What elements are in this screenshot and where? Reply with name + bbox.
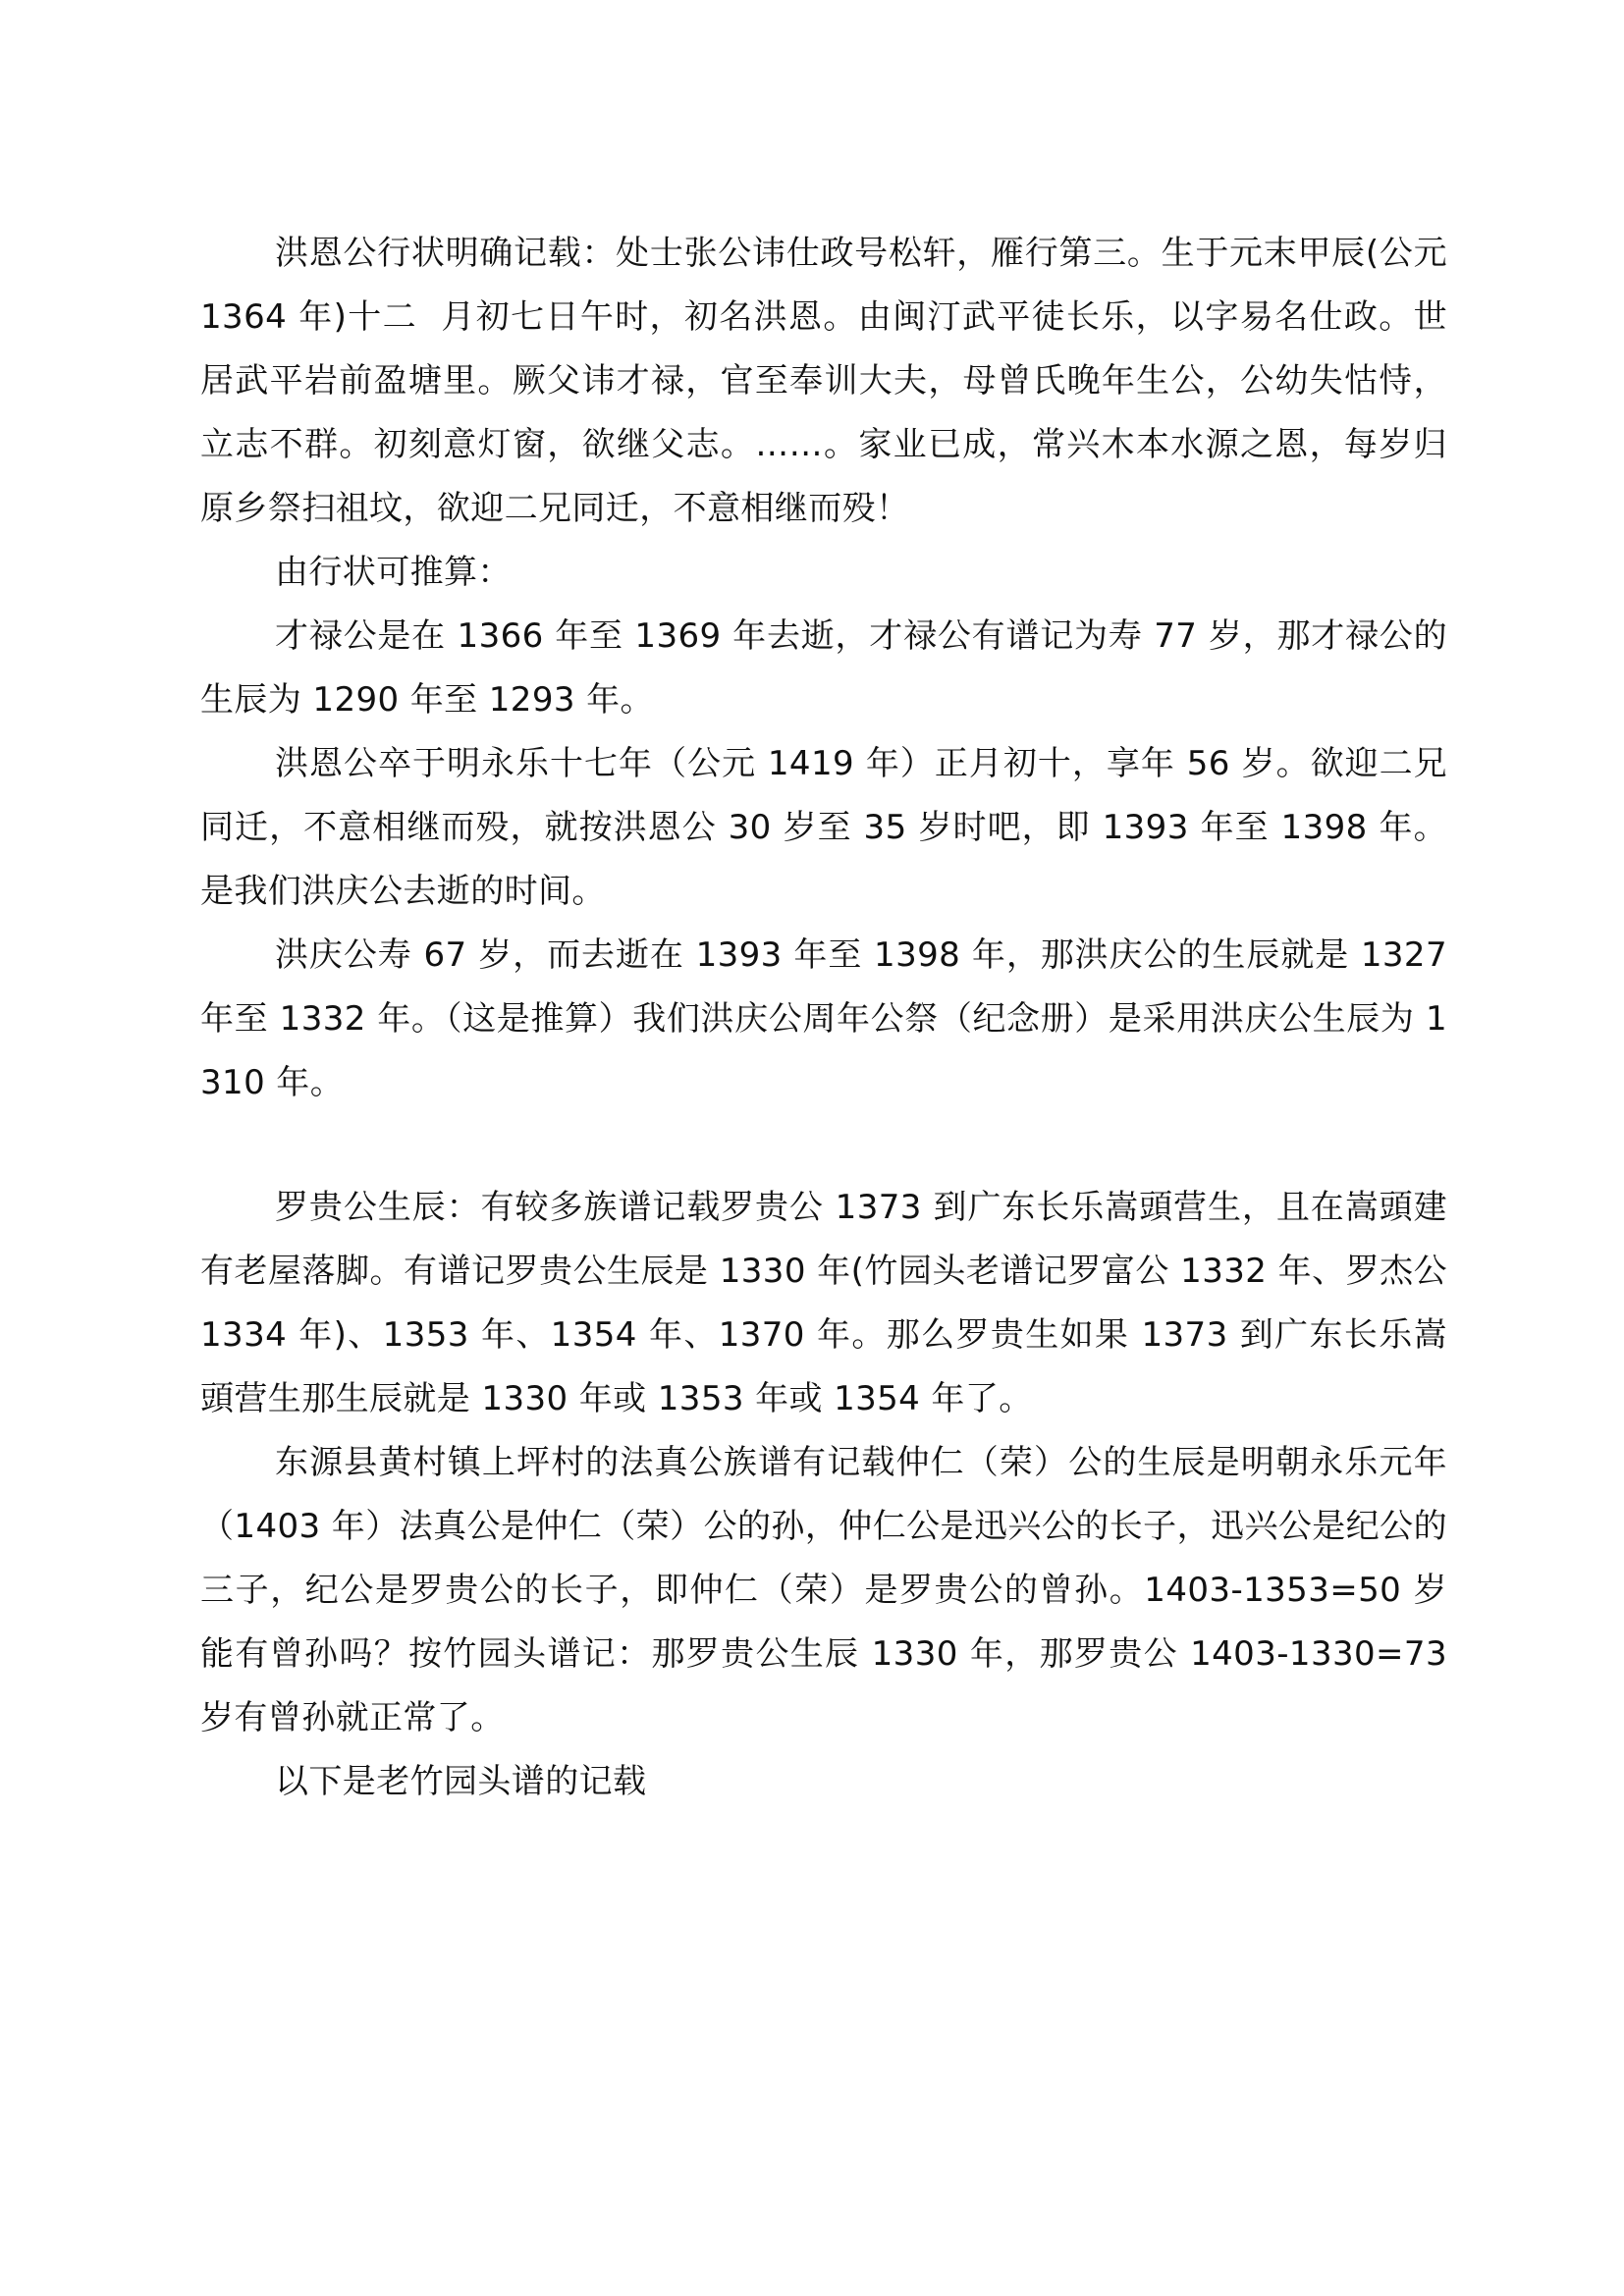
- paragraph-fazhen-genealogy: 东源县黄村镇上坪村的法真公族谱有记载仲仁（荣）公的生辰是明朝永乐元年（1403 年）法真公是仲仁（荣）公的孙，仲仁公是迅兴公的长子，迅兴公是纪公的三子，纪公是罗贵公的长子，即仲仁（荣）是罗贵公的曾孙。1403-1353=50 岁能有曾孙吗？按竹园头谱记：那罗贵公生辰 1330 年，那罗贵公 1403-1330=73 岁有曾孙就正常了。: [200, 1443, 1459, 1737]
- paragraph-inference-intro: 由行状可推算：: [275, 553, 512, 592]
- document-body: [200, 222, 1459, 1814]
- paragraph-cailu-dates: 才禄公是在 1366 年至 1369 年去逝，才禄公有谱记为寿 77 岁，那才禄公的生辰为 1290 年至 1293 年。: [200, 616, 1447, 720]
- paragraph-zhuyuantou-intro: 以下是老竹园头谱的记载: [275, 1762, 647, 1801]
- paragraph-luogui-birth: 罗贵公生辰：有较多族谱记载罗贵公 1373 到广东长乐嵩頭营生，且在嵩頭建有老屋落脚。有谱记罗贵公生辰是 1330 年(竹园头老谱记罗富公 1332 年、罗杰公 1334 年)、1353 年、1354 年、1370 年。那么罗贵生如果 1373 到广东长乐嵩頭营生那生辰就是 1330 年或 1353 年或 1354 年了。: [200, 1188, 1459, 1418]
- paragraph-hongqing-birth: 洪庆公寿 67 岁，而去逝在 1393 年至 1398 年，那洪庆公的生辰就是 1327 年至 1332 年。（这是推算）我们洪庆公周年公祭（纪念册）是采用洪庆公生辰为 1310 年。: [200, 935, 1459, 1102]
- paragraph-hongen-record: 洪恩公行状明确记载：处士张公讳仕政号松轩，雁行第三。生于元末甲辰(公元 1364 年)十二 月初七日午时，初名洪恩。由闽汀武平徒长乐，以字易名仕政。世居武平岩前盈塘里。厥父讳才禄，官至奉训大夫，母曾氏晚年生公，公幼失怙恃，立志不群。初刻意灯窗，欲继父志。……。家业已成，常兴木本水源之恩，每岁归原乡祭扫祖坟，欲迎二兄同迁，不意相继而殁！: [200, 234, 1459, 528]
- section-gap: [200, 1115, 1447, 1176]
- paragraph-hongen-death: 洪恩公卒于明永乐十七年（公元 1419 年）正月初十，享年 56 岁。欲迎二兄同迁，不意相继而殁，就按洪恩公 30 岁至 35 岁时吧，即 1393 年至 1398 年。是我们洪庆公去逝的时间。: [200, 744, 1447, 911]
